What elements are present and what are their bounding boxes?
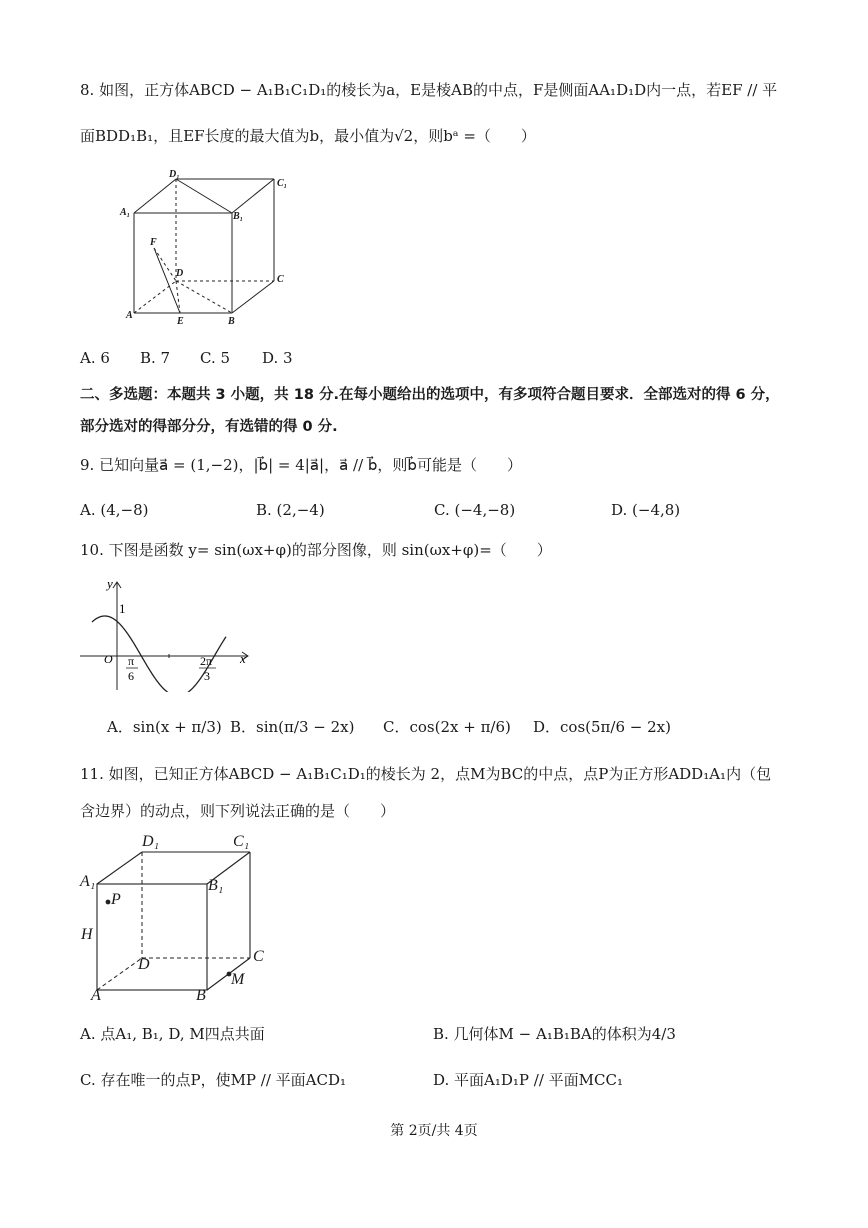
q10-option-c: C．cos(2x + π/6) [383,718,511,736]
q8-label-b1: B₁ [233,211,244,222]
q8-option-d: D. 3 [262,349,293,367]
q11-label-p: P [111,891,121,908]
q8-cube-figure [112,166,302,331]
q11-label-c: C [253,948,264,965]
graph-label-one: 1 [119,601,126,616]
graph-label-x: x [240,651,246,666]
q8-label-a1: A₁ [120,207,131,218]
q11-label-d1: D₁ [142,833,160,850]
q11-label-h: H [81,926,93,943]
q11-option-c: C. 存在唯一的点P，使MP // 平面ACD₁ [80,1071,347,1089]
graph-label-pi-num: π [128,654,135,668]
q9-option-a: A. (4,−8) [80,501,149,519]
q11-label-b: B [196,987,206,1004]
q8-label-d: D [176,268,184,279]
q8-label-b: B [228,316,235,327]
q10-stem: 10. 下图是函数 y= sin(ωx+φ)的部分图像，则 sin(ωx+φ)=（ ） [80,541,552,559]
q8-label-d1: D₁ [169,169,180,180]
q11-label-a1: A₁ [80,873,96,890]
q11-stem-line2: 含边界）的动点，则下列说法正确的是（ ） [80,802,396,820]
q11-option-a: A. 点A₁, B₁, D, M四点共面 [80,1025,265,1043]
graph-label-2pi-den: 3 [204,669,210,683]
q8-label-c1: C₁ [277,178,288,189]
q11-stem-line1: 11. 如图，已知正方体ABCD − A₁B₁C₁D₁的棱长为 2，点M为BC的中点，点P为正方形ADD₁A₁内（包 [80,765,772,783]
q8-option-c: C. 5 [200,349,231,367]
q8-label-e: E [177,316,184,327]
q11-label-a: A [91,987,101,1004]
page-footer: 第 2页/共 4页 [390,1123,478,1139]
q8-label-c: C [277,274,284,285]
q9-option-c: C. (−4,−8) [434,501,516,519]
graph-label-y: y [107,576,113,591]
graph-label-pi-den: 6 [128,669,134,683]
q10-option-b: B．sin(π/3 − 2x) [230,718,355,736]
q8-label-f: F [150,237,157,248]
q8-option-a: A. 6 [80,349,110,367]
section2-header-line2: 部分选对的得部分分，有选错的得 0 分. [80,419,338,435]
q11-option-b: B. 几何体M − A₁B₁BA的体积为4/3 [433,1025,676,1043]
q8-stem-line1: 8. 如图，正方体ABCD − A₁B₁C₁D₁的棱长为a，E是棱AB的中点，F是侧面AA₁D₁D内一点，若EF // 平 [80,81,778,99]
q9-stem: 9. 已知向量a⃗ = (1,−2)，|b⃗| = 4|a⃗|，a⃗ // b⃗，则b⃗可能是（ ） [80,456,522,474]
point-p-dot [106,900,111,905]
q8-stem-line2: 面BDD₁B₁，且EF长度的最大值为b，最小值为√2，则bᵃ =（ ） [80,127,536,145]
section2-title: 二、多选题 [80,387,153,403]
q11-option-d: D. 平面A₁D₁P // 平面MCC₁ [433,1071,623,1089]
q10-option-d: D．cos(5π/6 − 2x) [533,718,671,736]
q10-option-a: A．sin(x + π/3) [107,718,222,736]
section2-header-line1 [80,384,780,405]
graph-label-origin: O [104,652,113,666]
q8-option-b: B. 7 [140,349,171,367]
q11-label-d: D [138,956,150,973]
q11-label-c1: C₁ [233,833,250,850]
q10-sine-graph [76,572,260,692]
q9-option-d: D. (−4,8) [611,501,681,519]
q9-option-b: B. (2,−4) [256,501,325,519]
graph-label-2pi-num: 2π [200,654,213,668]
section2-description: ：本题共 3 小题，共 18 分.在每小题给出的选项中，有多项符合题目要求．全部选对的得 6 分， [152,387,780,403]
q11-cube-figure [88,834,274,1010]
q8-label-a: A [126,310,133,321]
q11-label-b1: B₁ [208,877,224,894]
q11-label-m: M [231,971,245,988]
